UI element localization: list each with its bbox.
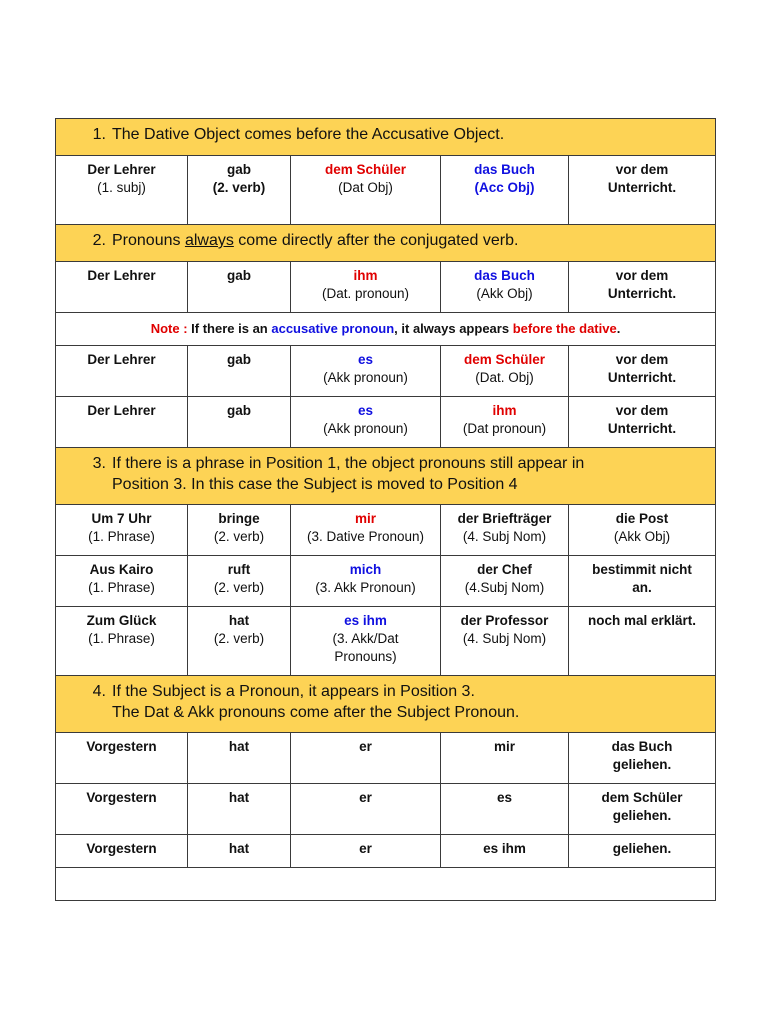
cell-role: (2. verb) [213,529,265,544]
table-cell [291,397,441,448]
word-order-table [55,118,716,901]
cell-role: (2. verb) [213,580,265,595]
note-text: accusative pronoun [271,321,395,336]
cell-role: (1. Phrase) [88,580,155,595]
cell-word: Unterricht. [607,370,677,385]
table-cell [188,784,291,835]
cell-word: bestimmit nicht [592,562,692,577]
table-cell [188,607,291,676]
cell-word: gab [226,162,251,177]
table-cell [291,262,441,313]
cell-word: Unterricht. [607,286,677,301]
cell-word: das Buch [611,739,673,754]
cell-word: der Professor [460,613,549,628]
cell-word: es ihm [483,841,526,856]
cell-word: mir [493,739,515,754]
table-row [56,835,716,868]
table-row [56,607,716,676]
cell-word: Unterricht. [607,180,677,195]
table-cell [188,156,291,225]
cell-role: (2. verb) [212,180,266,195]
cell-word: er [359,841,372,856]
cell-word: es [357,352,374,367]
cell-word: mir [354,511,376,526]
table-cell [569,556,716,607]
cell-word: vor dem [615,162,669,177]
table-cell [291,835,441,868]
cell-word: Unterricht. [607,421,677,436]
cell-word: dem Schüler [463,352,546,367]
cell-word: vor dem [615,403,669,418]
cell-role: (Dat Obj) [338,180,393,195]
section-number: 1. [92,126,106,143]
note-text: . [616,321,621,336]
cell-word: Vorgestern [86,841,157,856]
cell-word: Der Lehrer [87,268,156,283]
table-cell [291,784,441,835]
table-cell [441,346,569,397]
section-3-header [56,448,716,505]
section-1-header [56,119,716,156]
cell-role: (3. Akk/Dat [332,631,399,646]
cell-word: gab [226,268,251,283]
section-number: 4. [92,683,106,700]
cell-word: hat [228,613,250,628]
cell-word: Der Lehrer [87,352,156,367]
section-3-title [112,453,715,495]
note-text: , it always appears [394,321,513,336]
table-row [56,784,716,835]
table-cell [56,556,188,607]
cell-word: ihm [492,403,517,418]
table-cell [569,346,716,397]
cell-word: vor dem [615,352,669,367]
cell-role: (4. Subj Nom) [462,529,547,544]
table-cell [56,835,188,868]
cell-role: (Dat pronoun) [462,421,547,436]
table-cell [188,835,291,868]
table-cell [569,733,716,784]
table-row [56,397,716,448]
empty-cell [56,868,716,901]
cell-role: (Akk pronoun) [323,370,408,385]
table-cell [441,397,569,448]
table-cell [569,784,716,835]
cell-word: hat [228,841,250,856]
title-text: come directly after the conjugated verb. [233,232,519,249]
table-cell [569,262,716,313]
cell-word: gab [226,352,251,367]
cell-word: vor dem [615,268,669,283]
cell-word: dem Schüler [601,790,683,805]
table-cell [569,607,716,676]
table-cell [441,733,569,784]
cell-word: bringe [218,511,260,526]
cell-role: (1. Phrase) [88,631,155,646]
table-cell [569,505,716,556]
cell-role: (3. Dative Pronoun) [306,529,425,544]
cell-role: (1. subj) [97,180,146,195]
section-number: 2. [92,232,106,249]
table-cell [291,156,441,225]
cell-word: gab [226,403,251,418]
cell-word: er [359,790,372,805]
table-cell [441,505,569,556]
note-text: before the dative [512,321,617,336]
cell-word: das Buch [474,162,535,177]
table-cell [56,607,188,676]
table-cell [56,346,188,397]
section-2-header-row [56,225,716,262]
cell-role: (Acc Obj) [474,180,535,195]
cell-word: Aus Kairo [89,562,154,577]
section-3-header-row [56,448,716,505]
table-cell [291,505,441,556]
table-cell [441,262,569,313]
table-cell [56,262,188,313]
cell-role: (4. Subj Nom) [462,631,547,646]
note-row [56,313,716,346]
cell-word: Der Lehrer [87,162,156,177]
grammar-sheet [55,118,715,901]
table-cell [56,733,188,784]
cell-word: ihm [353,268,378,283]
table-cell [441,556,569,607]
cell-word: es [496,790,513,805]
table-cell [56,156,188,225]
emphasis-text: always [184,232,234,249]
section-number: 3. [92,455,106,472]
table-row [56,505,716,556]
title-line: If the Subject is a Pronoun, it appears in Position 3. [112,683,475,700]
title-line: If there is a phrase in Position 1, the object pronouns still appear in [112,455,585,472]
note-text: If there is an [187,321,272,336]
table-cell [569,156,716,225]
cell-word: Vorgestern [86,790,157,805]
cell-word: ruft [227,562,251,577]
table-cell [569,397,716,448]
title-text: Pronouns [112,232,185,249]
cell-word: Der Lehrer [87,403,156,418]
note-cell [56,313,716,346]
cell-word: das Buch [474,268,535,283]
cell-role: Pronouns) [334,649,397,664]
table-cell [441,835,569,868]
section-2-title [112,230,715,251]
cell-role: (3. Akk Pronoun) [315,580,416,595]
cell-word: es ihm [344,613,387,628]
table-row [56,346,716,397]
table-cell [291,556,441,607]
section-1-header-row [56,119,716,156]
cell-word: die Post [615,511,669,526]
cell-word: mich [349,562,382,577]
cell-role: (Akk Obj) [476,286,533,301]
table-cell [569,835,716,868]
table-cell [441,607,569,676]
cell-word: an. [632,580,652,595]
cell-word: Vorgestern [86,739,157,754]
cell-word: Zum Glück [86,613,157,628]
title-line: Position 3. In this case the Subject is moved to Position 4 [112,476,518,493]
cell-role: (1. Phrase) [88,529,155,544]
section-1-title: The Dative Object comes before the Accusative Object. [112,126,505,143]
table-cell [56,784,188,835]
cell-word: geliehen. [612,808,672,823]
cell-word: hat [228,790,250,805]
cell-word: der Chef [477,562,532,577]
table-cell [291,346,441,397]
table-cell [188,505,291,556]
cell-word: er [359,739,372,754]
cell-word: der Briefträger [457,511,552,526]
table-cell [291,733,441,784]
title-line: The Dat & Akk pronouns come after the Subject Pronoun. [112,704,520,721]
table-row [56,156,716,225]
table-cell [188,397,291,448]
cell-role: (Dat. Obj) [475,370,534,385]
table-cell [291,607,441,676]
table-cell [441,156,569,225]
cell-word: dem Schüler [324,162,407,177]
table-cell [441,784,569,835]
cell-word: es [357,403,374,418]
cell-role: (4.Subj Nom) [464,580,545,595]
cell-role: (2. verb) [213,631,265,646]
table-row [56,262,716,313]
cell-word: geliehen. [612,757,672,772]
section-4-header [56,676,716,733]
cell-word: Um 7 Uhr [91,511,152,526]
cell-word: hat [228,739,250,754]
cell-role: (Dat. pronoun) [321,286,410,301]
section-4-header-row [56,676,716,733]
table-row [56,733,716,784]
cell-word: geliehen. [612,841,672,856]
section-4-title [112,681,715,723]
table-row [56,556,716,607]
table-cell [188,262,291,313]
empty-row [56,868,716,901]
cell-word: noch mal erklärt. [588,613,697,628]
table-cell [188,556,291,607]
table-cell [188,733,291,784]
note-label: Note : [150,321,188,336]
table-cell [56,505,188,556]
cell-role: (Akk pronoun) [323,421,408,436]
section-2-header [56,225,716,262]
table-cell [56,397,188,448]
cell-role: (Akk Obj) [613,529,671,544]
table-cell [188,346,291,397]
